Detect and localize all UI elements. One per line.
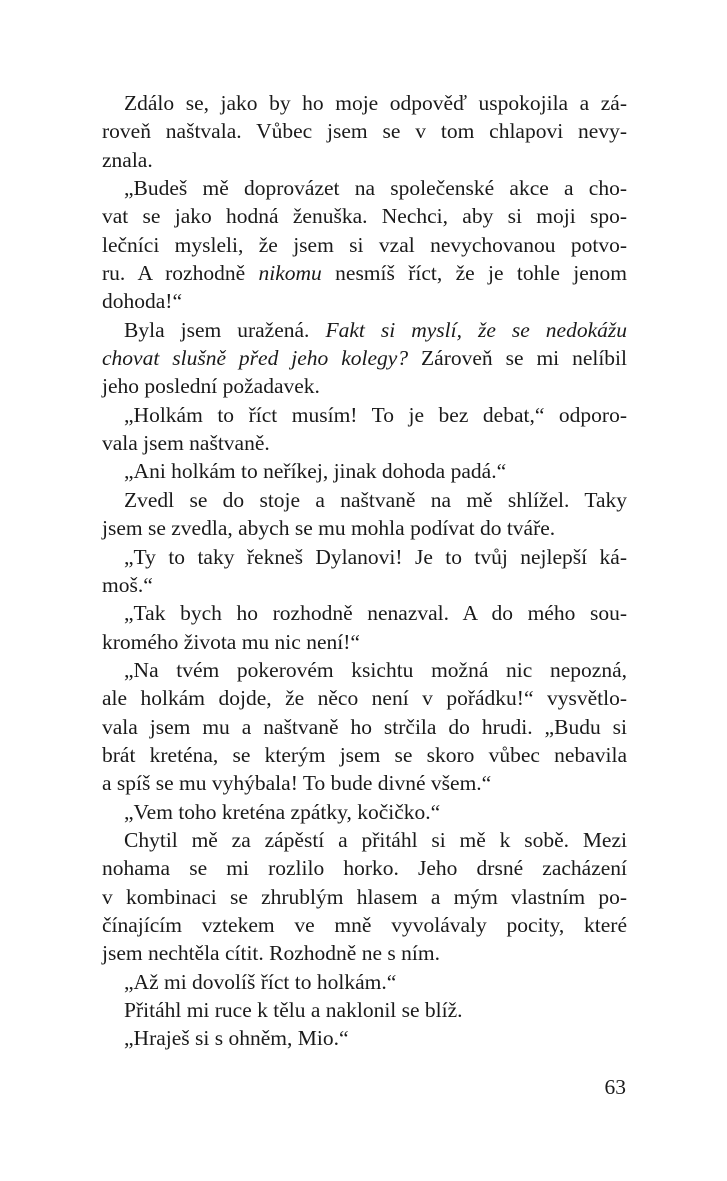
text-line xyxy=(102,344,627,372)
text-run: Zvedl se do stoje a naštvaně na mě shlížel. Taky xyxy=(124,487,627,512)
text-line xyxy=(102,316,627,344)
text-run: „Hraješ si s ohněm, Mio.“ xyxy=(124,1026,349,1051)
text-run: a spíš se mu vyhýbala! To bude divné všem.“ xyxy=(102,771,492,796)
text-line xyxy=(102,231,627,259)
page-number: 63 xyxy=(604,1075,626,1099)
text-run: „Vem toho kreténa zpátky, kočičko.“ xyxy=(124,799,441,824)
text-line xyxy=(102,854,627,882)
text-run: lečníci mysleli, že jsem si vzal nevychovanou potvo- xyxy=(102,232,627,257)
text-line xyxy=(102,1024,627,1052)
text-line xyxy=(102,798,627,826)
text-run: kromého života mu nic není!“ xyxy=(102,629,360,654)
text-run: „Budeš mě doprovázet na společenské akce a cho- xyxy=(124,176,627,201)
italic-text-run: nikomu xyxy=(258,261,322,286)
text-line xyxy=(102,401,627,429)
text-run: vala jsem mu a naštvaně ho strčila do hrudi. „Budu si xyxy=(102,714,627,739)
text-line xyxy=(102,883,627,911)
text-line xyxy=(102,826,627,854)
text-run: „Tak bych ho rozhodně nenazval. A do mého sou- xyxy=(124,601,627,626)
text-run: „Holkám to říct musím! To je bez debat,“ odporo- xyxy=(124,402,627,427)
text-run: jsem se zvedla, abych se mu mohla podívat do tváře. xyxy=(102,516,556,541)
book-page-text xyxy=(102,89,627,1053)
text-run: Zároveň se mi nelíbil xyxy=(408,346,628,371)
text-run: ale holkám dojde, že něco není v pořádku!“ vysvětlo- xyxy=(102,686,627,711)
text-run: vala jsem naštvaně. xyxy=(102,431,270,456)
text-line xyxy=(102,911,627,939)
text-line xyxy=(102,259,627,287)
text-run: jsem nechtěla cítit. Rozhodně ne s ním. xyxy=(102,941,440,966)
text-line xyxy=(102,939,627,967)
text-run: „Na tvém pokerovém ksichtu možná nic nepozná, xyxy=(124,657,627,682)
text-line xyxy=(102,996,627,1024)
text-run: „Ty to taky řekneš Dylanovi! Je to tvůj nejlepší ká- xyxy=(124,544,627,569)
italic-text-run: Fakt si myslí, že se nedokážu xyxy=(325,317,627,342)
text-line xyxy=(102,287,627,315)
text-run: Zdálo se, jako by ho moje odpověď uspokojila a zá- xyxy=(124,91,627,115)
text-line xyxy=(102,457,627,485)
text-line xyxy=(102,628,627,656)
text-line xyxy=(102,146,627,174)
text-line xyxy=(102,968,627,996)
text-run: vat se jako hodná ženuška. Nechci, aby si moji spo- xyxy=(102,204,627,229)
text-run: jeho poslední požadavek. xyxy=(102,374,320,399)
text-line xyxy=(102,174,627,202)
text-line xyxy=(102,514,627,542)
text-run: čínajícím vztekem ve mně vyvolávaly pocity, které xyxy=(102,912,627,937)
text-line xyxy=(102,89,627,117)
text-line xyxy=(102,571,627,599)
text-line xyxy=(102,599,627,627)
text-line xyxy=(102,429,627,457)
text-line xyxy=(102,117,627,145)
text-line xyxy=(102,769,627,797)
text-line xyxy=(102,684,627,712)
text-run: „Ani holkám to neříkej, jinak dohoda padá.“ xyxy=(124,459,507,484)
text-run: znala. xyxy=(102,147,153,172)
text-run: ru. A rozhodně xyxy=(102,261,259,286)
italic-text-run: chovat slušně před jeho kolegy? xyxy=(102,346,409,371)
text-line xyxy=(102,656,627,684)
text-run: moš.“ xyxy=(102,572,153,597)
text-line xyxy=(102,202,627,230)
text-run: brát kreténa, se kterým jsem se skoro vůbec nebavila xyxy=(102,742,627,767)
text-run: nohama se mi rozlilo horko. Jeho drsné zacházení xyxy=(102,856,627,881)
text-run: v kombinaci se zhrublým hlasem a mým vlastním po- xyxy=(102,884,627,909)
text-line xyxy=(102,741,627,769)
text-run: Chytil mě za zápěstí a přitáhl si mě k sobě. Mezi xyxy=(124,827,627,852)
text-line xyxy=(102,486,627,514)
text-line xyxy=(102,713,627,741)
text-run: „Až mi dovolíš říct to holkám.“ xyxy=(124,969,397,994)
text-run: dohoda!“ xyxy=(102,289,182,314)
text-run: roveň naštvala. Vůbec jsem se v tom chlapovi nevy- xyxy=(102,119,627,144)
text-line xyxy=(102,543,627,571)
text-run: nesmíš říct, že je tohle jenom xyxy=(321,261,628,286)
text-run: Byla jsem uražená. xyxy=(124,317,326,342)
text-run: Přitáhl mi ruce k tělu a naklonil se blíž. xyxy=(124,998,463,1022)
text-line xyxy=(102,372,627,400)
